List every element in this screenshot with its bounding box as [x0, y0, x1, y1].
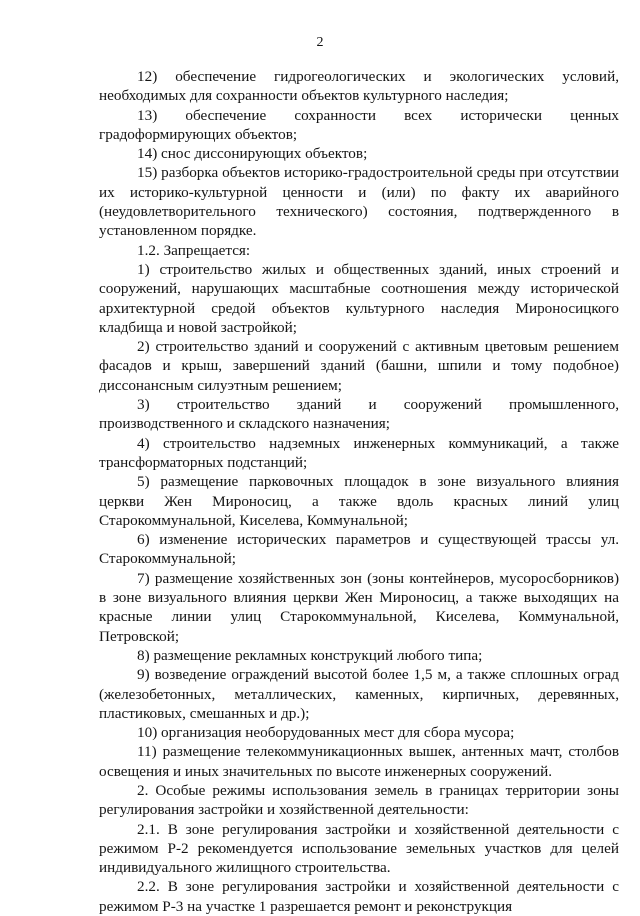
prohibition-item-3: 3) строительство зданий и сооружений промышленного, производственного и складского назначения;	[99, 396, 619, 433]
section-heading-1-2: 1.2. Запрещается:	[137, 241, 251, 259]
prohibition-item-9: 9) возведение ограждений высотой более 1,5 м, а также сплошных оград (железобетонных, металлических, каменных, кирпичных, деревянных, пластиковых, смешанных и др.);	[99, 666, 619, 722]
prohibition-item-7: 7) размещение хозяйственных зон (зоны контейнеров, мусоросборников) в зоне визуального влияния церкви Жен Мироносиц, а также выходящих на красные линии улиц Старокоммунальной, Киселева, Коммунальной, Петровской;	[99, 569, 619, 645]
document-body	[99, 67, 619, 916]
prohibition-item-11: 11) размещение телекоммуникационных вышек, антенных мачт, столбов освещения и иных значительных по высоте инженерных сооружений.	[99, 743, 619, 780]
clause-2-1: 2.1. В зоне регулирования застройки и хозяйственной деятельности с режимом Р-2 рекомендуется использование земельных участков для целей индивидуального жилищного строительства.	[99, 820, 619, 877]
paragraph-item-12: 12) обеспечение гидрогеологических и экологических условий, необходимых для сохранности объектов культурного наследия;	[99, 68, 619, 105]
page-number: 2	[316, 35, 324, 50]
prohibition-item-1: 1) строительство жилых и общественных зданий, иных строений и сооружений, нарушающих масштабные соотношения между исторической архитектурной средой объектов культурного наследия Мироносицкого кладбища и новой застройкой;	[99, 260, 619, 336]
clause-2-2: 2.2. В зоне регулирования застройки и хозяйственной деятельности с режимом Р-3 на участке 1 разрешается ремонт и реконструкция	[99, 878, 619, 915]
paragraph-item-14: 14) снос диссонирующих объектов;	[137, 145, 368, 163]
prohibition-item-2: 2) строительство зданий и сооружений с активным цветовым решением фасадов и крыш, завершений зданий (башни, шпили и тому подобное) диссонансным силуэтным решением;	[99, 338, 619, 394]
prohibition-item-5: 5) размещение парковочных площадок в зоне визуального влияния церкви Жен Мироносиц, а также вдоль красных линий улиц Старокоммунальной, Киселева, Коммунальной;	[99, 473, 619, 529]
prohibition-item-6: 6) изменение исторических параметров и существующей трассы ул. Старокоммунальной;	[99, 531, 619, 568]
paragraph-item-15: 15) разборка объектов историко-градостроительной среды при отсутствии их историко-культурной ценности и (или) по факту их аварийного (неудовлетворительного технического) состояния, подтвержденного в установленном порядке.	[99, 164, 619, 240]
prohibition-item-8: 8) размещение рекламных конструкций любого типа;	[137, 646, 483, 664]
prohibition-item-4: 4) строительство надземных инженерных коммуникаций, а также трансформаторных подстанций;	[99, 434, 619, 471]
section-heading-2: 2. Особые режимы использования земель в границах территории зоны регулирования застройки и хозяйственной деятельности:	[99, 781, 619, 819]
paragraph-item-13: 13) обеспечение сохранности всех исторически ценных градоформирующих объектов;	[99, 106, 619, 143]
prohibition-item-10: 10) организация необорудованных мест для сбора мусора;	[137, 724, 515, 742]
